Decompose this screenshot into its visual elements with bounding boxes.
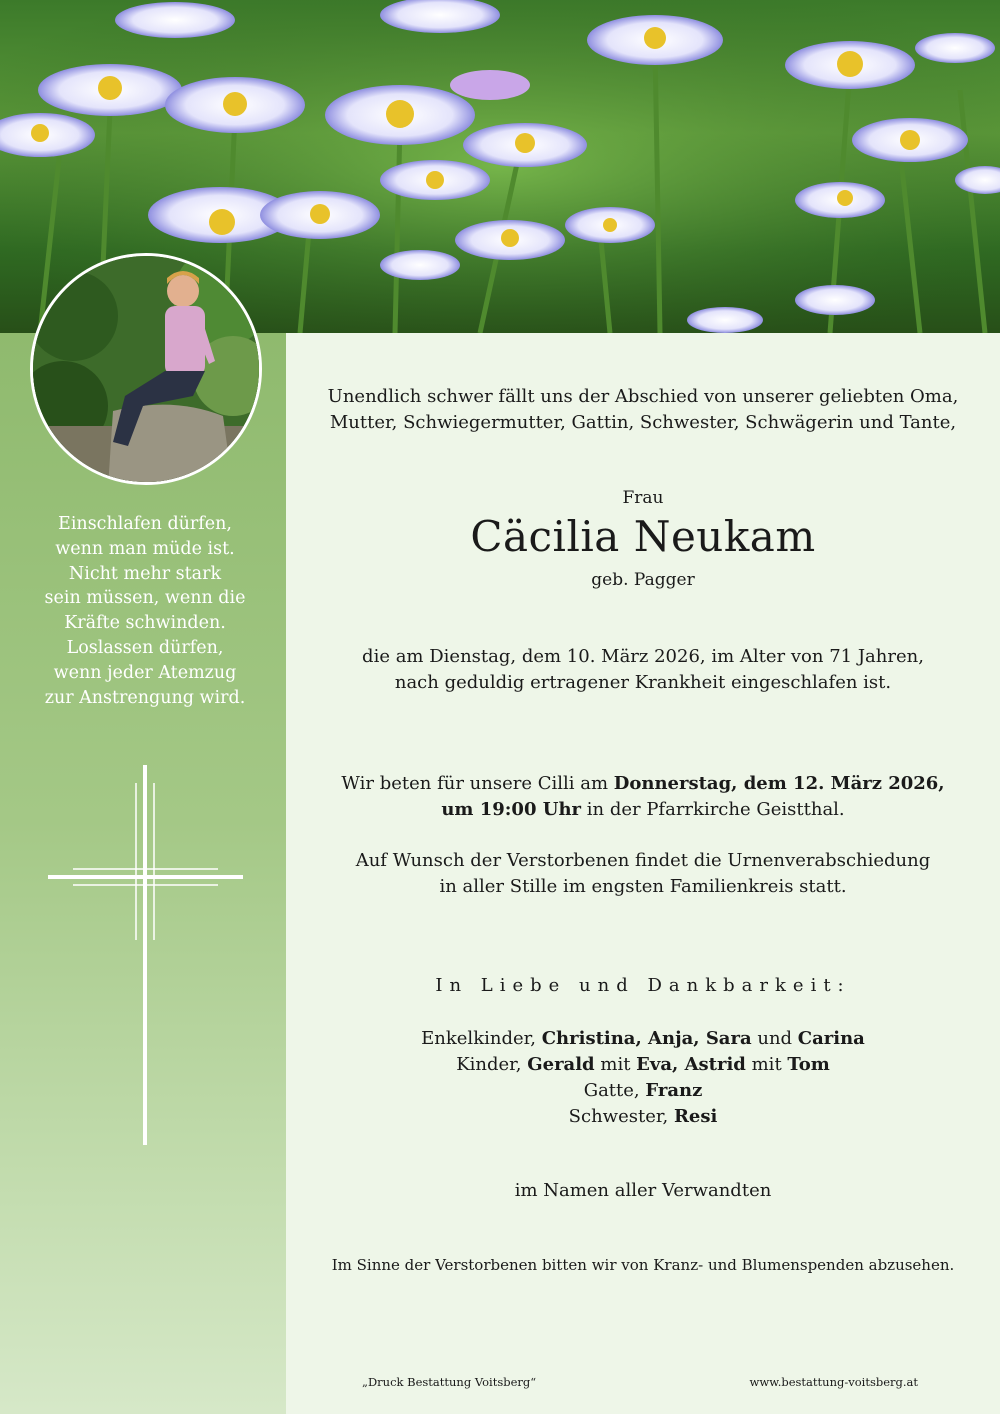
spouse-row: Gatte, Franz: [583, 1080, 703, 1101]
prayer-time: um 19:00 Uhr: [441, 799, 582, 820]
death-notice: [286, 644, 1000, 696]
sister-row: Schwester, Resi: [568, 1106, 718, 1127]
printer-credit: „Druck Bestattung Voitsberg“: [362, 1375, 537, 1389]
donation-note: Im Sinne der Verstorbenen bitten wir von Kranz- und Blumenspenden abzusehen.: [331, 1256, 955, 1274]
website-link[interactable]: www.bestattung-voitsberg.at: [749, 1375, 918, 1389]
prayer-info: [286, 771, 1000, 823]
memorial-poem: [20, 512, 270, 710]
urn-line: in aller Stille im engsten Familienkreis statt.: [439, 876, 847, 897]
poem-line: Einschlafen dürfen,: [58, 514, 232, 534]
poem-line: sein müssen, wenn die: [44, 588, 246, 609]
prayer-place: in der Pfarrkirche Geistthal.: [581, 799, 845, 820]
urn-notice: [286, 848, 1000, 900]
poem-line: wenn jeder Atemzug: [53, 662, 237, 683]
prayer-date: Donnerstag, dem 12. März 2026,: [613, 773, 945, 794]
intro-text: [286, 384, 1000, 436]
poem-line: Kräfte schwinden.: [64, 613, 226, 634]
portrait-photo: [30, 253, 262, 485]
grandchildren-row: Enkelkinder, Christina, Anja, Sara und Carina: [421, 1028, 865, 1049]
death-line: nach geduldig ertragener Krankheit eingeschlafen ist.: [394, 672, 892, 693]
urn-line: Auf Wunsch der Verstorbenen findet die Urnenverabschiedung: [355, 850, 931, 871]
closing-phrase: In Liebe und Dankbarkeit:: [435, 975, 851, 996]
prayer-intro: Wir beten für unsere Cilli am: [341, 773, 614, 794]
poem-line: Loslassen dürfen,: [66, 637, 224, 658]
death-line: die am Dienstag, dem 10. März 2026, im Alter von 71 Jahren,: [362, 646, 924, 667]
poem-line: wenn man müde ist.: [55, 538, 235, 559]
family-list: [286, 1026, 1000, 1130]
title-frau: Frau: [622, 488, 664, 508]
children-row: Kinder, Gerald mit Eva, Astrid mit Tom: [456, 1054, 830, 1075]
poem-line: zur Anstrengung wird.: [44, 687, 246, 708]
poem-line: Nicht mehr stark: [68, 563, 222, 584]
birth-name: geb. Pagger: [591, 570, 695, 590]
deceased-name: Cäcilia Neukam: [470, 512, 816, 561]
relatives-line: im Namen aller Verwandten: [514, 1180, 772, 1201]
intro-line: Unendlich schwer fällt uns der Abschied von unserer geliebten Oma,: [327, 386, 959, 407]
portrait-illustration: [33, 256, 262, 485]
intro-line: Mutter, Schwiegermutter, Gattin, Schwester, Schwägerin und Tante,: [329, 412, 957, 433]
cross-icon: [48, 765, 243, 1150]
